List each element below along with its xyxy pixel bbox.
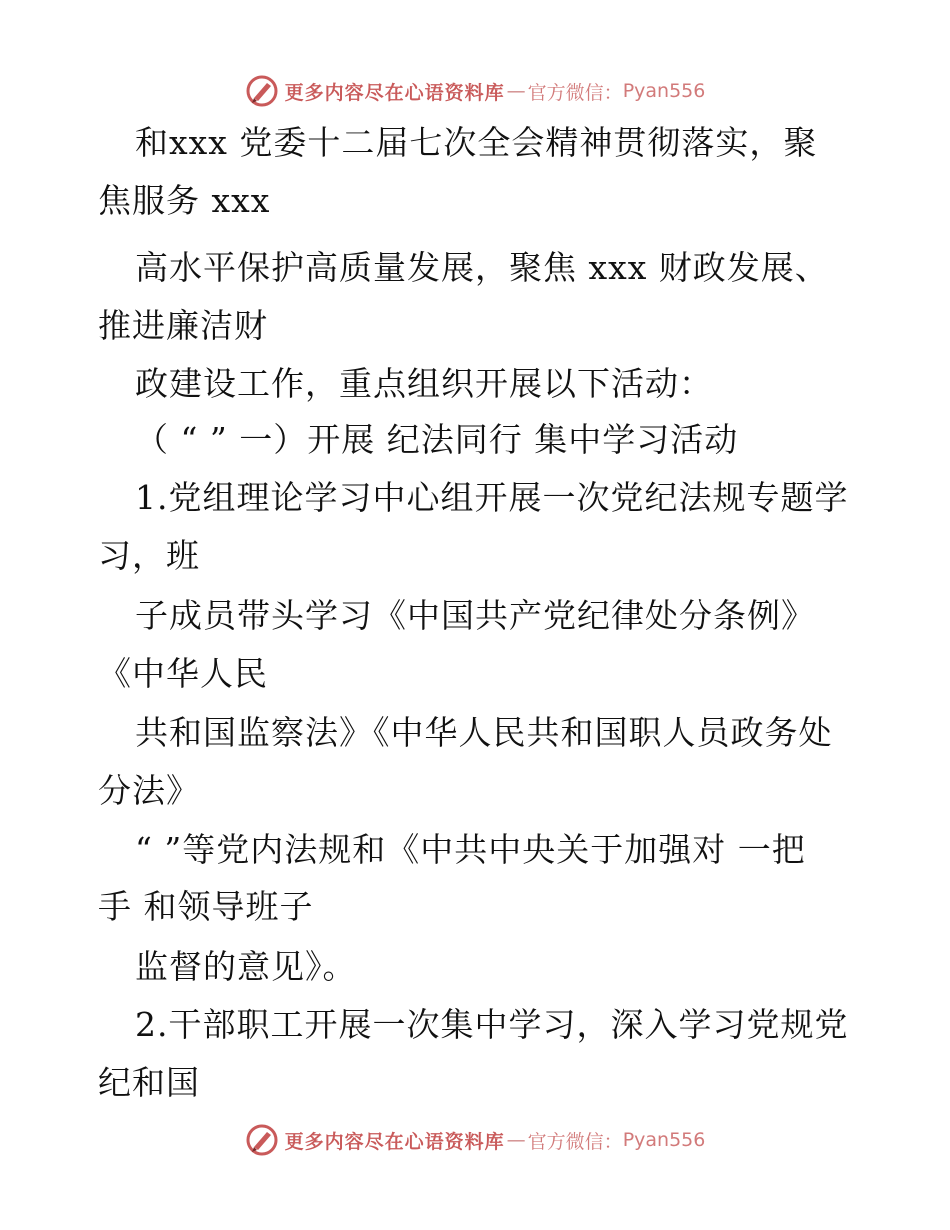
body-line: 共和国监察法》《中华人民共和国职人员政务处 xyxy=(135,713,833,752)
body-line: 手 和领导班子 xyxy=(98,887,314,926)
body-line: 政建设工作，重点组织开展以下活动： xyxy=(135,364,713,403)
watermark-main-text: 更多内容尽在心语资料库 xyxy=(284,81,505,104)
body-line: “ ”等党内法规和《中共中央关于加强对 一把 xyxy=(135,830,806,869)
watermark-separator: — xyxy=(506,1129,526,1151)
body-line: 分法》 xyxy=(98,771,200,810)
watermark-sub-text: 官方微信： xyxy=(527,81,623,104)
pen-circle-logo-icon xyxy=(245,74,279,108)
watermark-main-text: 更多内容尽在心语资料库 xyxy=(284,1130,505,1153)
watermark-separator: — xyxy=(506,80,526,102)
body-line: 焦服务 xxx xyxy=(98,181,271,220)
pen-circle-logo-icon xyxy=(245,1123,279,1157)
body-line: 高水平保护高质量发展，聚焦 xxx 财政发展、 xyxy=(135,248,829,287)
footer-watermark xyxy=(0,1120,950,1160)
watermark-sub-text: 官方微信： xyxy=(527,1130,623,1153)
body-line: 纪和国 xyxy=(98,1063,200,1102)
body-line: 1.党组理论学习中心组开展一次党纪法规专题学 xyxy=(135,478,849,517)
body-line: 和xxx 党委十二届七次全会精神贯彻落实，聚 xyxy=(135,123,818,162)
body-line: （ “ ” 一）开展 纪法同行 集中学习活动 xyxy=(135,420,739,459)
watermark-wechat-id: Pyan556 xyxy=(622,1129,706,1151)
watermark-wechat-id: Pyan556 xyxy=(622,80,706,102)
body-line: 《中华人民 xyxy=(98,654,268,693)
body-line: 子成员带头学习《中国共产党纪律处分条例》 xyxy=(135,596,815,635)
body-line: 推进廉洁财 xyxy=(98,306,268,345)
body-line: 习，班 xyxy=(98,536,200,575)
body-line: 监督的意见》。 xyxy=(135,947,357,986)
body-line: 2.干部职工开展一次集中学习，深入学习党规党 xyxy=(135,1005,849,1044)
header-watermark xyxy=(0,71,950,111)
